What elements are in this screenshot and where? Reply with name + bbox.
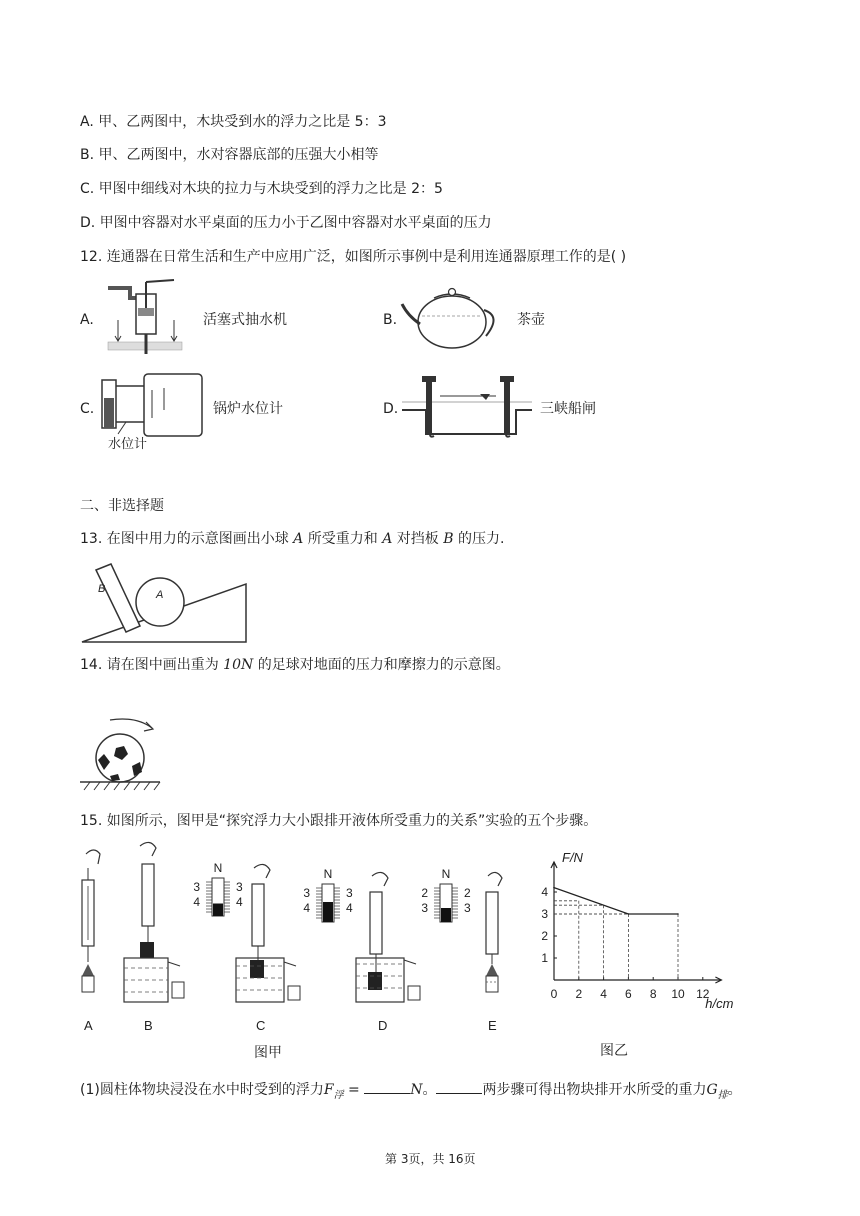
y-tick-label: 4 [541, 885, 548, 899]
q13-stem: 13. 在图中用力的示意图画出小球 A 所受重力和 A 对挡板 B 的压力. [80, 531, 505, 547]
q15-sub1: (1)圆柱体物块浸没在水中时受到的浮力$F_浮 = N$。 两步骤可得出物块排开水所受的重力$G_排$。 [80, 1082, 742, 1101]
step-d-apparatus [356, 872, 420, 1002]
scale-unit-b: N [213, 861, 223, 875]
x-tick-label: 2 [575, 987, 583, 1001]
page-footer: 第 3页，共 16页 [385, 1152, 476, 1166]
figure-yi-chart [541, 850, 780, 1020]
q12-stem: 12. 连通器在日常生活和生产中应用广泛，如图所示事例中是利用连通器原理工作的是( ) [80, 249, 627, 265]
step-b-apparatus [124, 842, 184, 1002]
scale-panel-d [421, 867, 471, 922]
figure-jia-caption: 图甲 [254, 1045, 282, 1061]
scale-tick-label: 4 [193, 895, 200, 909]
answer-blank-buoyancy[interactable] [364, 1080, 410, 1094]
scale-tick-label: 4 [303, 901, 310, 915]
q12-letter-b: B. [383, 312, 398, 328]
scale-tick-label: 2 [464, 886, 471, 900]
step-a-spring-scale [82, 850, 100, 992]
pump-figure [104, 278, 184, 356]
scale-tick-label: 3 [464, 901, 471, 915]
q12-letter-c: C. [80, 401, 95, 417]
q12-letter-d: D. [383, 401, 399, 417]
q12-label-b: 茶壶 [517, 312, 545, 328]
x-axis-label: h/cm [705, 996, 734, 1011]
step-e-spring-scale [486, 872, 502, 992]
scale-tick-label: 4 [346, 901, 353, 915]
y-tick-label: 2 [541, 929, 548, 943]
scale-tick-label: 3 [421, 901, 428, 915]
answer-blank-steps[interactable] [436, 1080, 482, 1094]
scale-tick-label: 3 [303, 886, 310, 900]
data-point [628, 913, 630, 915]
x-tick-label: 10 [671, 987, 685, 1001]
step-label-d: D [378, 1018, 388, 1033]
scale-unit-c: N [323, 867, 333, 881]
x-tick-label: 12 [696, 987, 710, 1001]
step-label-c: C [256, 1018, 266, 1033]
scale-pointer [323, 902, 333, 922]
x-tick-label: 6 [625, 987, 632, 1001]
data-point [677, 913, 679, 915]
q11-option-c: C. 甲图中细线对木块的拉力与木块受到的浮力之比是 2：5 [80, 181, 443, 197]
scale-pointer [441, 908, 451, 922]
q14-stem: 14. 请在图中画出重为 10N 的足球对地面的压力和摩擦力的示意图。 [80, 657, 510, 673]
boiler-figure [98, 370, 210, 442]
q11-option-b: B. 甲、乙两图中，水对容器底部的压强大小相等 [80, 147, 379, 163]
scale-tick-label: 3 [193, 880, 200, 894]
figure-jia [64, 840, 544, 1050]
q12-callout-water-gauge: 水位计 [108, 437, 148, 452]
step-c-apparatus [236, 864, 300, 1002]
scale-pointer [213, 904, 223, 917]
scale-unit-d: N [441, 867, 451, 881]
x-tick-label: 0 [550, 987, 558, 1001]
y-tick-label: 1 [541, 951, 548, 965]
y-axis-label: F/N [562, 850, 583, 865]
q11-option-d: D. 甲图中容器对水平桌面的压力小于乙图中容器对水平桌面的压力 [80, 215, 492, 231]
step-label-b: B [144, 1018, 153, 1033]
q12-letter-a: A. [80, 312, 94, 328]
y-tick-label: 3 [541, 907, 548, 921]
ship-lock-figure [400, 372, 534, 438]
x-tick-label: 4 [600, 987, 607, 1001]
incline-figure [80, 560, 250, 644]
scale-panel-b [193, 861, 243, 916]
board-label: B [98, 583, 106, 595]
data-point [553, 887, 555, 889]
step-label-a: A [84, 1018, 93, 1033]
figure-yi-caption: 图乙 [600, 1043, 628, 1059]
x-tick-label: 8 [649, 987, 657, 1001]
teapot-figure [400, 284, 504, 354]
step-label-e: E [488, 1018, 497, 1033]
scale-tick-label: 3 [346, 886, 353, 900]
ball-label: A [156, 589, 164, 601]
q12-label-d: 三峡船闸 [540, 401, 596, 417]
q12-label-c: 锅炉水位计 [213, 401, 283, 417]
scale-tick-label: 2 [421, 886, 428, 900]
series-line [554, 888, 678, 914]
q12-label-a: 活塞式抽水机 [203, 312, 287, 328]
q15-stem: 15. 如图所示，图甲是“探究浮力大小跟排开液体所受重力的关系”实验的五个步骤。 [80, 813, 598, 829]
q11-option-a: A. 甲、乙两图中，木块受到水的浮力之比是 5：3 [80, 114, 387, 130]
scale-tick-label: 3 [236, 880, 243, 894]
section-heading: 二、非选择题 [80, 498, 164, 514]
scale-panel-c [303, 867, 353, 922]
scale-tick-label: 4 [236, 895, 243, 909]
soccer-figure [80, 714, 160, 794]
